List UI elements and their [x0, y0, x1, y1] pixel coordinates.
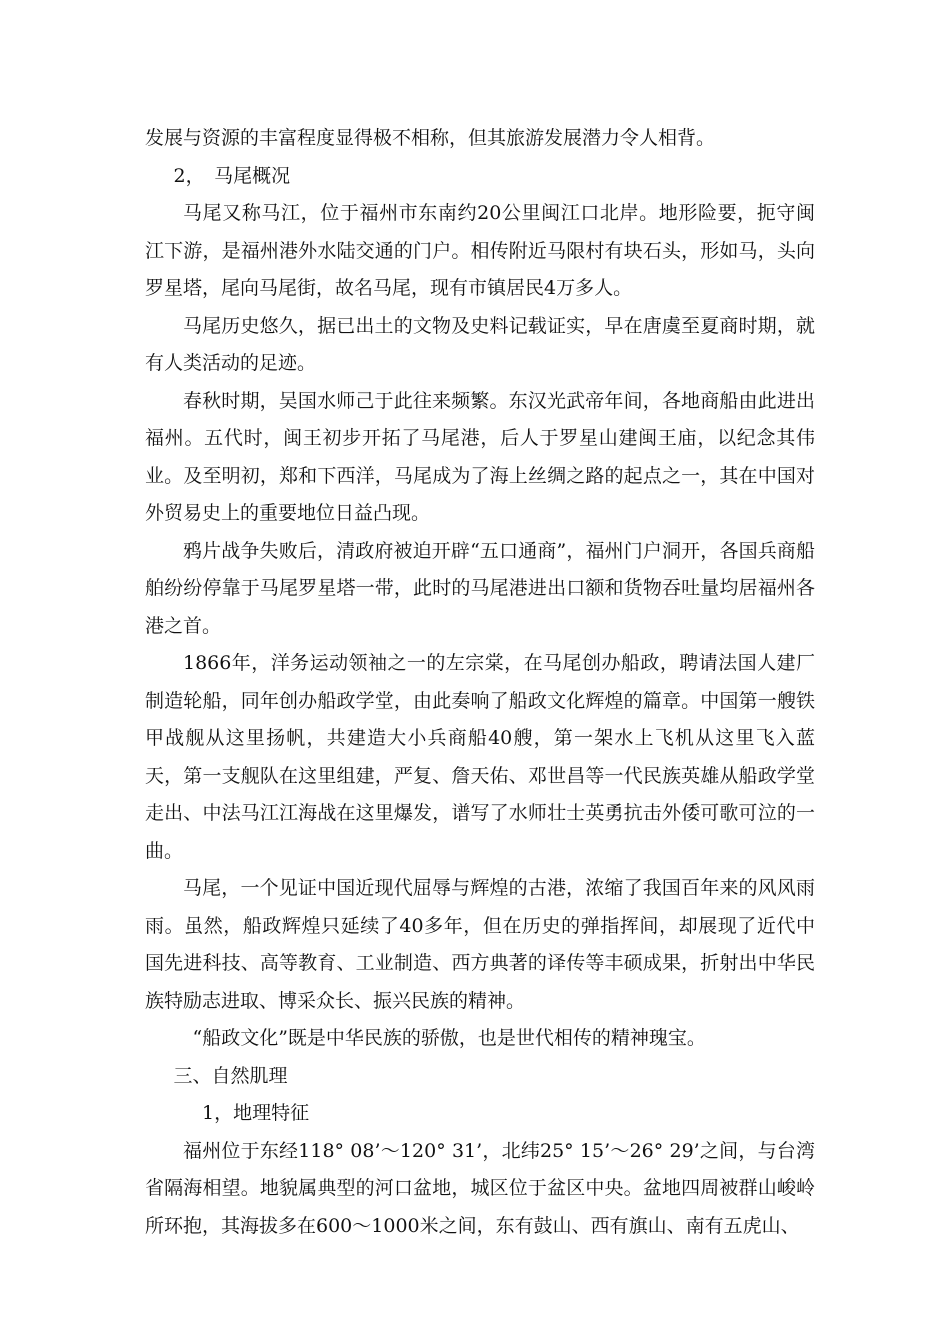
paragraph-continued: 发展与资源的丰富程度显得极不相称，但其旅游发展潜力令人相背。: [145, 127, 716, 149]
paragraph-maowei-location: 马尾又称马江，位于福州市东南约20公里闽江口北岸。地形险要，扼守闽江下游，是福州港外水陆交通的门户。相传附近马限村有块石头，形如马，头向罗星塔，尾向马尾街，故名马尾，现有市镇居民4万多人。: [145, 202, 815, 299]
paragraph-fuzhou-geography: 福州位于东经118° 08’～120° 31’，北纬25° 15’～26° 29’之间，与台湾省隔海相望。地貌属典型的河口盆地，城区位于盆区中央。盆地四周被群山峻岭所环抱，其海拔多在600～1000米之间，东有鼓山、西有旗山、南有五虎山、: [145, 1139, 815, 1237]
subsection-heading-geography: 1，地理特征: [202, 1102, 310, 1124]
paragraph-maowei-history: 马尾历史悠久，据已出土的文物及史料记载证实，早在唐虞至夏商时期，就有人类活动的足迹。: [145, 314, 815, 374]
section-heading-maowei-overview: 2， 马尾概况: [173, 164, 291, 187]
paragraph-1866-shipping-admin: 1866年，洋务运动领袖之一的左宗棠，在马尾创办船政，聘请法国人建厂制造轮船，同年创办船政学堂，由此奏响了船政文化辉煌的篇章。中国第一艘铁甲战舰从这里扬帆，共建造大小兵商船40艘，第一架水上飞机从这里飞入蓝天，第一支舰队在这里组建，严复、詹天佑、邓世昌等一代民族英雄从船政学堂走出、中法马江江海战在这里爆发，谱写了水师壮士英勇抗击外倭可歌可泣的一曲。: [145, 652, 815, 862]
document-body: [145, 120, 815, 1245]
paragraph-spring-autumn: 春秋时期，吴国水师己于此往来频繁。东汉光武帝年间，各地商船由此进出福州。五代时，闽王初步开拓了马尾港，后人于罗星山建闽王庙，以纪念其伟业。及至明初，郑和下西洋，马尾成为了海上丝绸之路的起点之一，其在中国对外贸易史上的重要地位日益凸现。: [145, 389, 815, 524]
paragraph-opium-war: 鸦片战争失败后，清政府被迫开辟“五口通商”，福州门户洞开，各国兵商船舶纷纷停靠于马尾罗星塔一带，此时的马尾港进出口额和货物吞吐量均居福州各港之首。: [145, 539, 815, 637]
section-heading-natural-texture: 三、自然肌理: [173, 1064, 288, 1087]
paragraph-shipping-culture: “船政文化”既是中华民族的骄傲，也是世代相传的精神瑰宝。: [192, 1027, 706, 1049]
paragraph-maowei-witness: 马尾，一个见证中国近现代屈辱与辉煌的古港，浓缩了我国百年来的风风雨雨。虽然，船政辉煌只延续了40多年，但在历史的弹指挥间，却展现了近代中国先进科技、高等教育、工业制造、西方典著的译传等丰硕成果，折射出中华民族特励志进取、博采众长、振兴民族的精神。: [145, 877, 815, 1012]
